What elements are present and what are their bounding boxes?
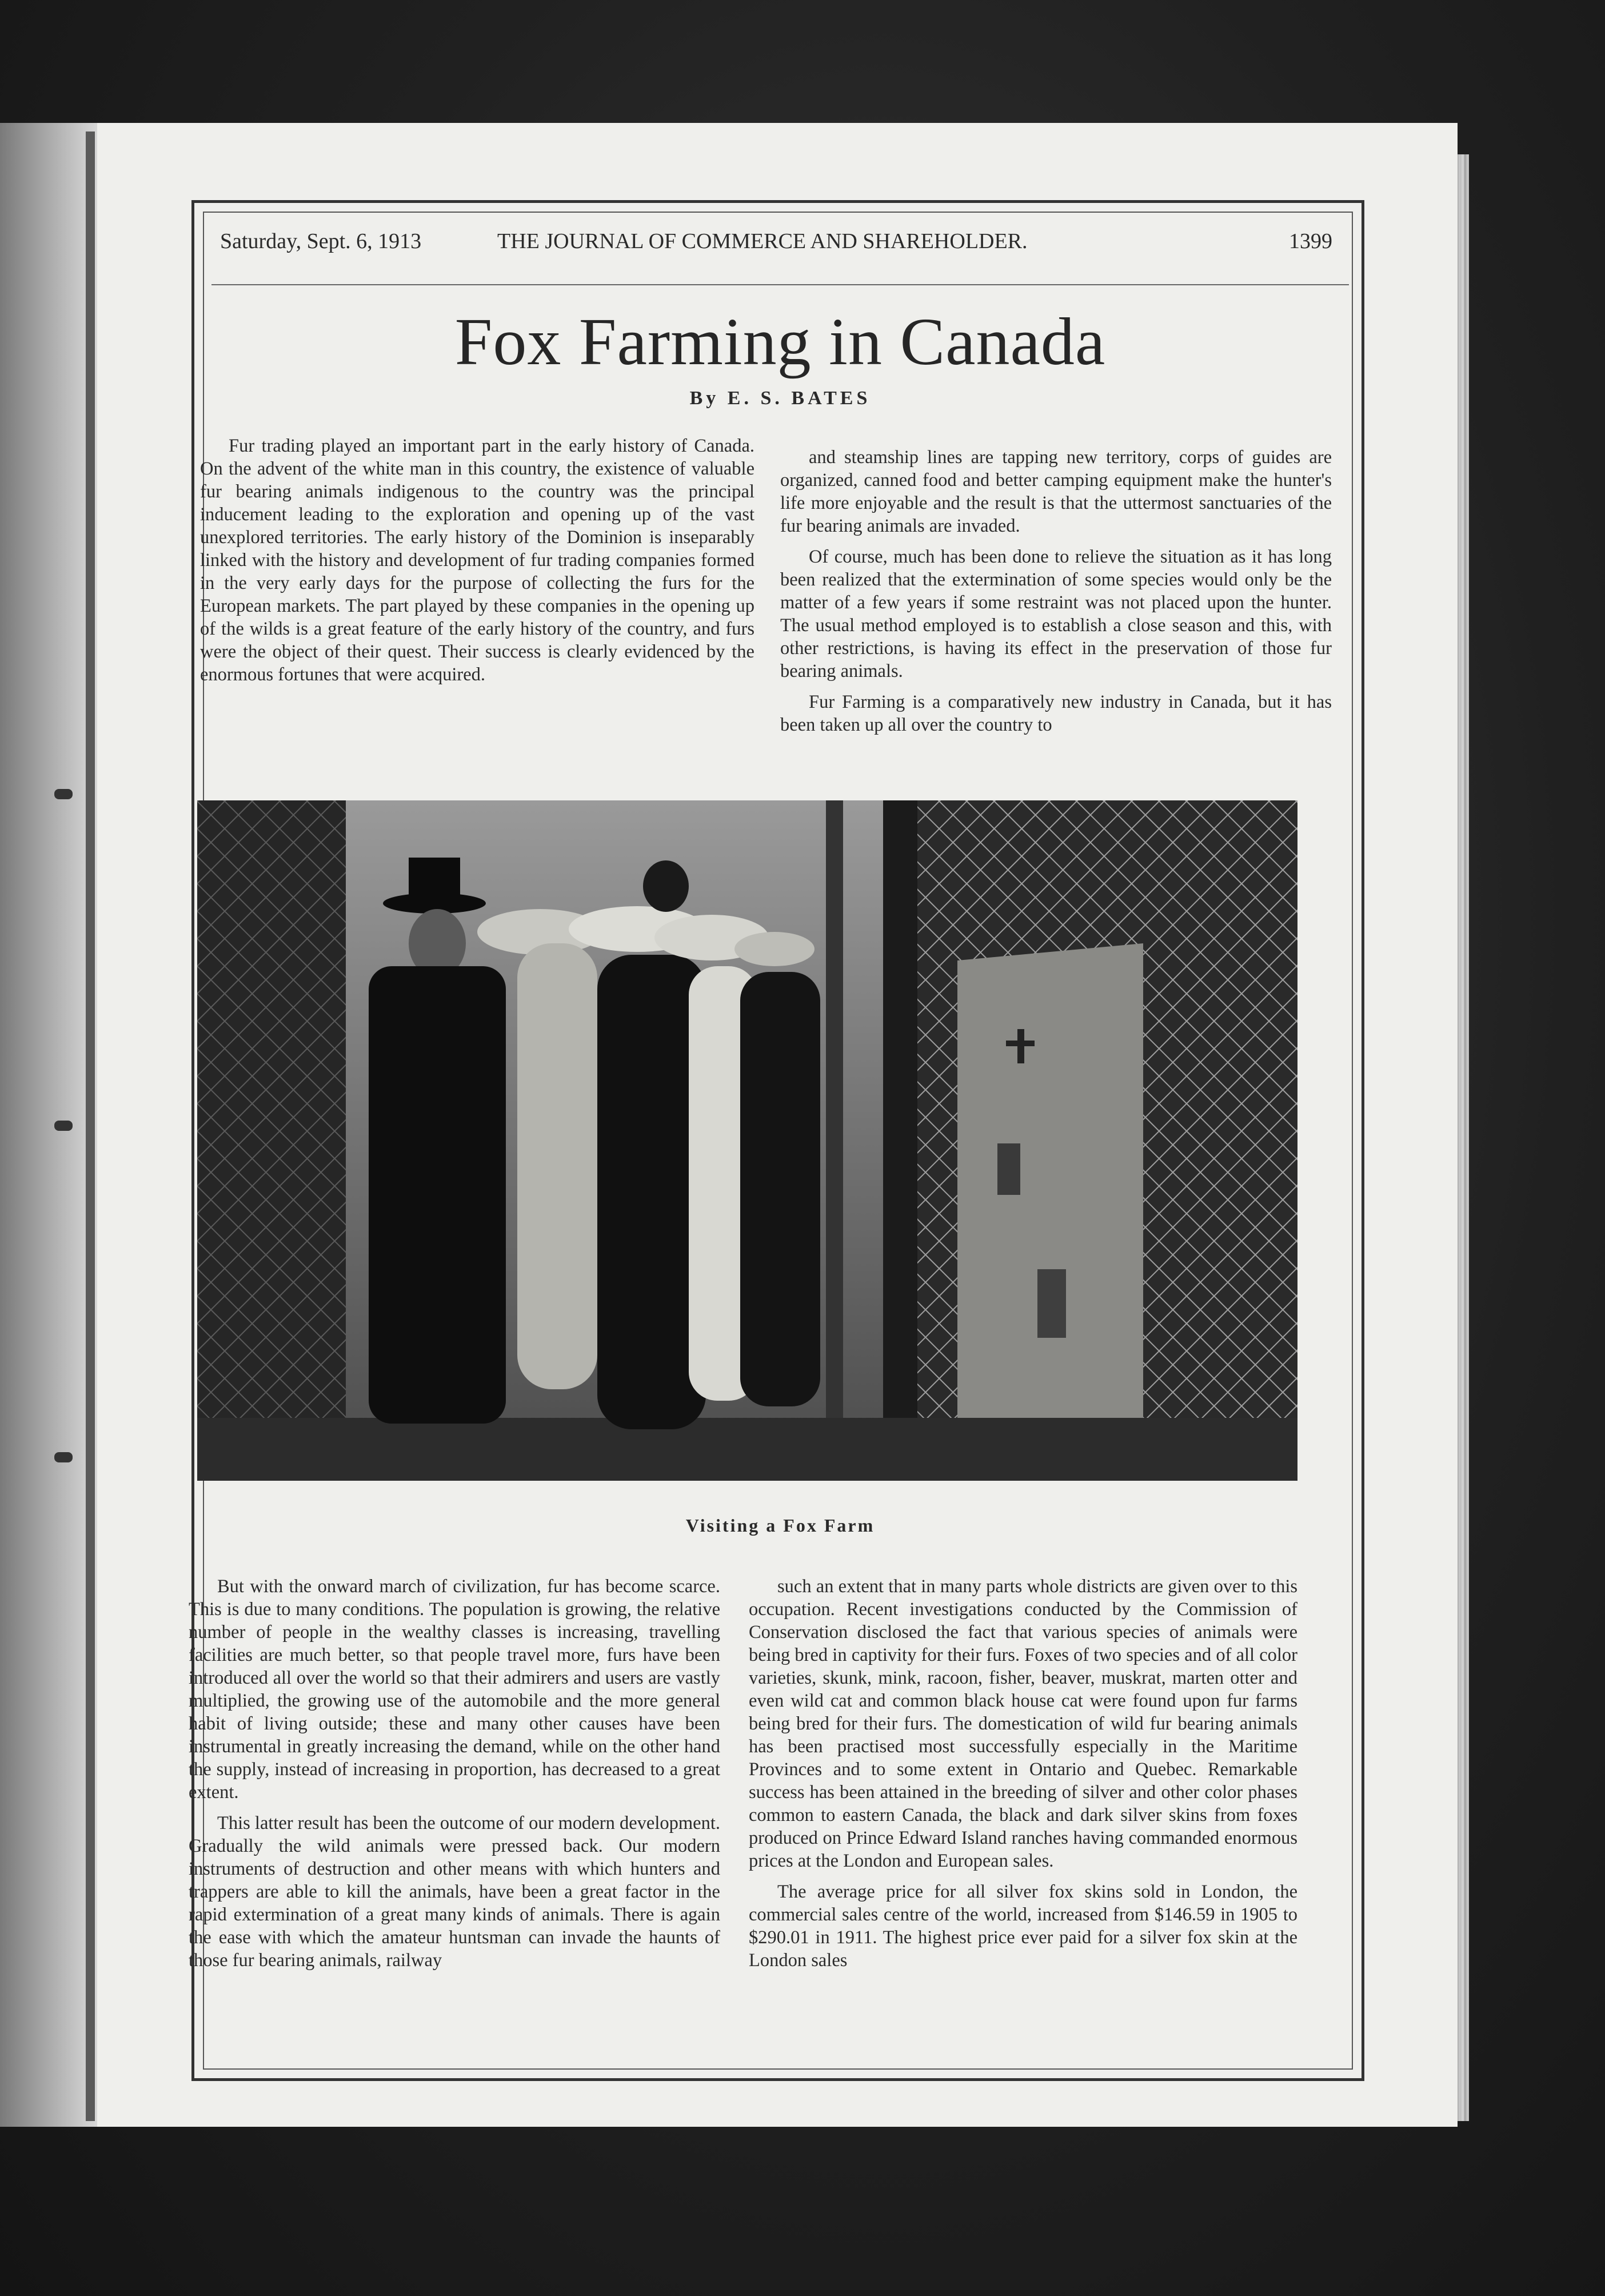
paragraph: Of course, much has been done to relieve the situation as it has long been realized that the extermination of some species would only be the matter of a few years if some restraint was not placed upon the hunter. The usual method employed is to establish a close season and this, with other restrictions, is having its effect in the preservation of those fur bearing animals. [780,547,1332,681]
header-publication: THE JOURNAL OF COMMERCE AND SHAREHOLDER. [497,229,1028,253]
column-bottom-right [749,1575,1297,2050]
binding-stitch [54,1452,73,1462]
paragraph: The average price for all silver fox skins sold in London, the commercial sales centre of the world, increased from $146.59 in 1905 to $290.01 in 1911. The highest price ever paid for a silver fox skin at the London sales [749,1882,1297,1971]
binding-stitch [54,789,73,799]
header-date: Saturday, Sept. 6, 1913 [220,229,422,253]
article-title: Fox Farming in Canada [454,304,1106,379]
facing-page-edge [0,123,97,2127]
binding-stitch [54,1121,73,1131]
paragraph: and steamship lines are tapping new territory, corps of guides are organized, canned food and better camping equipment make the hunter's life more enjoyable and the result is that the uttermost sanctuaries of the fur bearing animals are invaded. [780,447,1332,536]
paragraph: such an extent that in many parts whole districts are given over to this occupation. Recent investigations conducted by the Commission of Conservation disclosed the fact that various species of animals were being bred in captivity for their furs. Foxes of two species and of all color varieties, skunk, mink, racoon, fisher, beaver, muskrat, marten otter and even wild cat and common black house cat were found upon fur farms being bred for their furs. The domestication of wild fur bearing animals has been practised most successfully especially in the Maritime Provinces and to some extent in Ontario and Quebec. Remarkable success has been attained in the breeding of silver and other color phases common to eastern Canada, the black and dark silver skins from foxes produced on Prince Edward Island ranches having commanded enormous prices at the London and European sales. [749,1576,1297,1871]
article-byline: By E. S. BATES [689,388,871,409]
paragraph: But with the onward march of civilization, fur has become scarce. This is due to many conditions. The population is growing, the relative number of people in the wealthy classes is increasing, travelling facilities are much better, so that people travel more, furs have been introduced all over the world so that their admirers and users are vastly multiplied, the growing use of the automobile and the more general habit of living outside; these and many other causes have been instrumental in greatly increasing the demand, while on the other hand the supply, instead of increasing in proportion, has decreased to a great extent. [189,1576,720,1803]
fox-farm-photo-illustration [197,800,1297,1481]
column-bottom-left [189,1575,720,2050]
photo-caption: Visiting a Fox Farm [685,1515,875,1536]
paragraph: Fur Farming is a comparatively new industry in Canada, but it has been taken up all over the country to [780,692,1332,735]
header-rule [211,284,1349,285]
binding-gutter [86,131,95,2121]
column-top-right [780,446,1332,766]
paragraph: This latter result has been the outcome of our modern development. Gradually the wild animals were pressed back. Our modern instruments of destruction and other means with which hunters and trappers are able to kill the animals, have been a great factor in the rapid extermination of a great many kinds of animals. There is again the ease with which the amateur huntsman can invade the haunts of those fur bearing animals, railway [189,1813,720,1971]
fox-farm-photograph [197,800,1297,1481]
paragraph: Fur trading played an important part in the early history of Canada. On the advent of the white man in this country, the existence of valuable fur bearing animals indigenous to the country was the principal inducement leading to the exploration and opening up of the vast unexplored territories. The early history of the Dominion is inseparably linked with the history and development of fur trading companies formed in the very early days for the purpose of collecting the furs for the European markets. The part played by these companies in the opening up of the wilds is a great feature of the early history of the country, and furs were the object of their quest. Their success is clearly evidenced by the enormous fortunes that were acquired. [200,436,754,685]
header-page-number: 1399 [1289,229,1332,253]
column-top-left [200,435,754,755]
